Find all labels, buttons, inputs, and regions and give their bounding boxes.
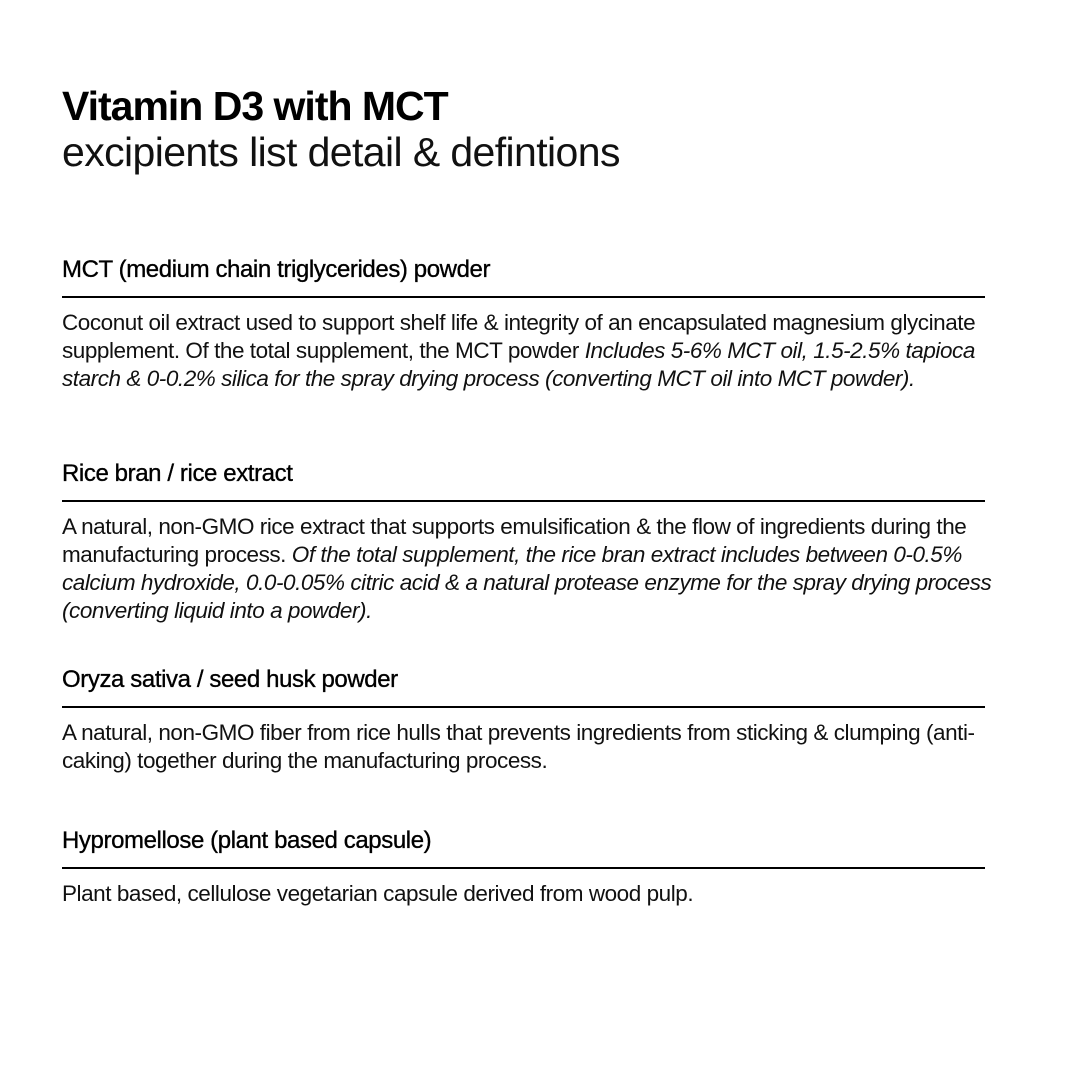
section-hypromellose [62, 827, 986, 908]
section-rice-bran [62, 460, 992, 625]
section-oryza-sativa [62, 666, 986, 775]
section-heading: Hypromellose (plant based capsule) [62, 827, 432, 854]
description-regular: A natural, non-GMO rice extract that supports emulsification & the flow of ingredients during the manufacturing process. [62, 514, 967, 567]
section-description [62, 309, 1022, 393]
section-description [62, 719, 1022, 775]
section-divider [62, 867, 985, 869]
section-description [62, 880, 1022, 908]
page-title: Vitamin D3 with MCT [62, 83, 448, 129]
description-regular: Coconut oil extract used to support shelf life & integrity of an encapsulated magnesium glycinate supplement. Of the total supplement, the MCT powder [62, 310, 976, 363]
description-italic: Of the total supplement, the rice bran extract includes between 0-0.5% calcium hydroxide, 0.0-0.05% citric acid & a natural protease enzyme for the spray drying process (converting liquid into a powder). [62, 542, 992, 623]
section-description [62, 513, 1022, 625]
description-regular: Plant based, cellulose vegetarian capsule derived from wood pulp. [62, 881, 694, 906]
description-italic: Includes 5-6% MCT oil, 1.5-2.5% tapioca starch & 0-0.2% silica for the spray drying process (converting MCT oil into MCT powder). [62, 338, 975, 391]
page-subtitle: excipients list detail & defintions [62, 129, 620, 175]
section-divider [62, 500, 985, 502]
section-heading: MCT (medium chain triglycerides) powder [62, 256, 491, 283]
section-heading: Rice bran / rice extract [62, 460, 293, 487]
section-divider [62, 706, 985, 708]
section-mct-powder [62, 256, 986, 393]
section-heading: Oryza sativa / seed husk powder [62, 666, 398, 693]
description-regular: A natural, non-GMO fiber from rice hulls that prevents ingredients from sticking & clumping (anti-caking) together during the manufacturing process. [62, 720, 975, 773]
section-divider [62, 296, 985, 298]
